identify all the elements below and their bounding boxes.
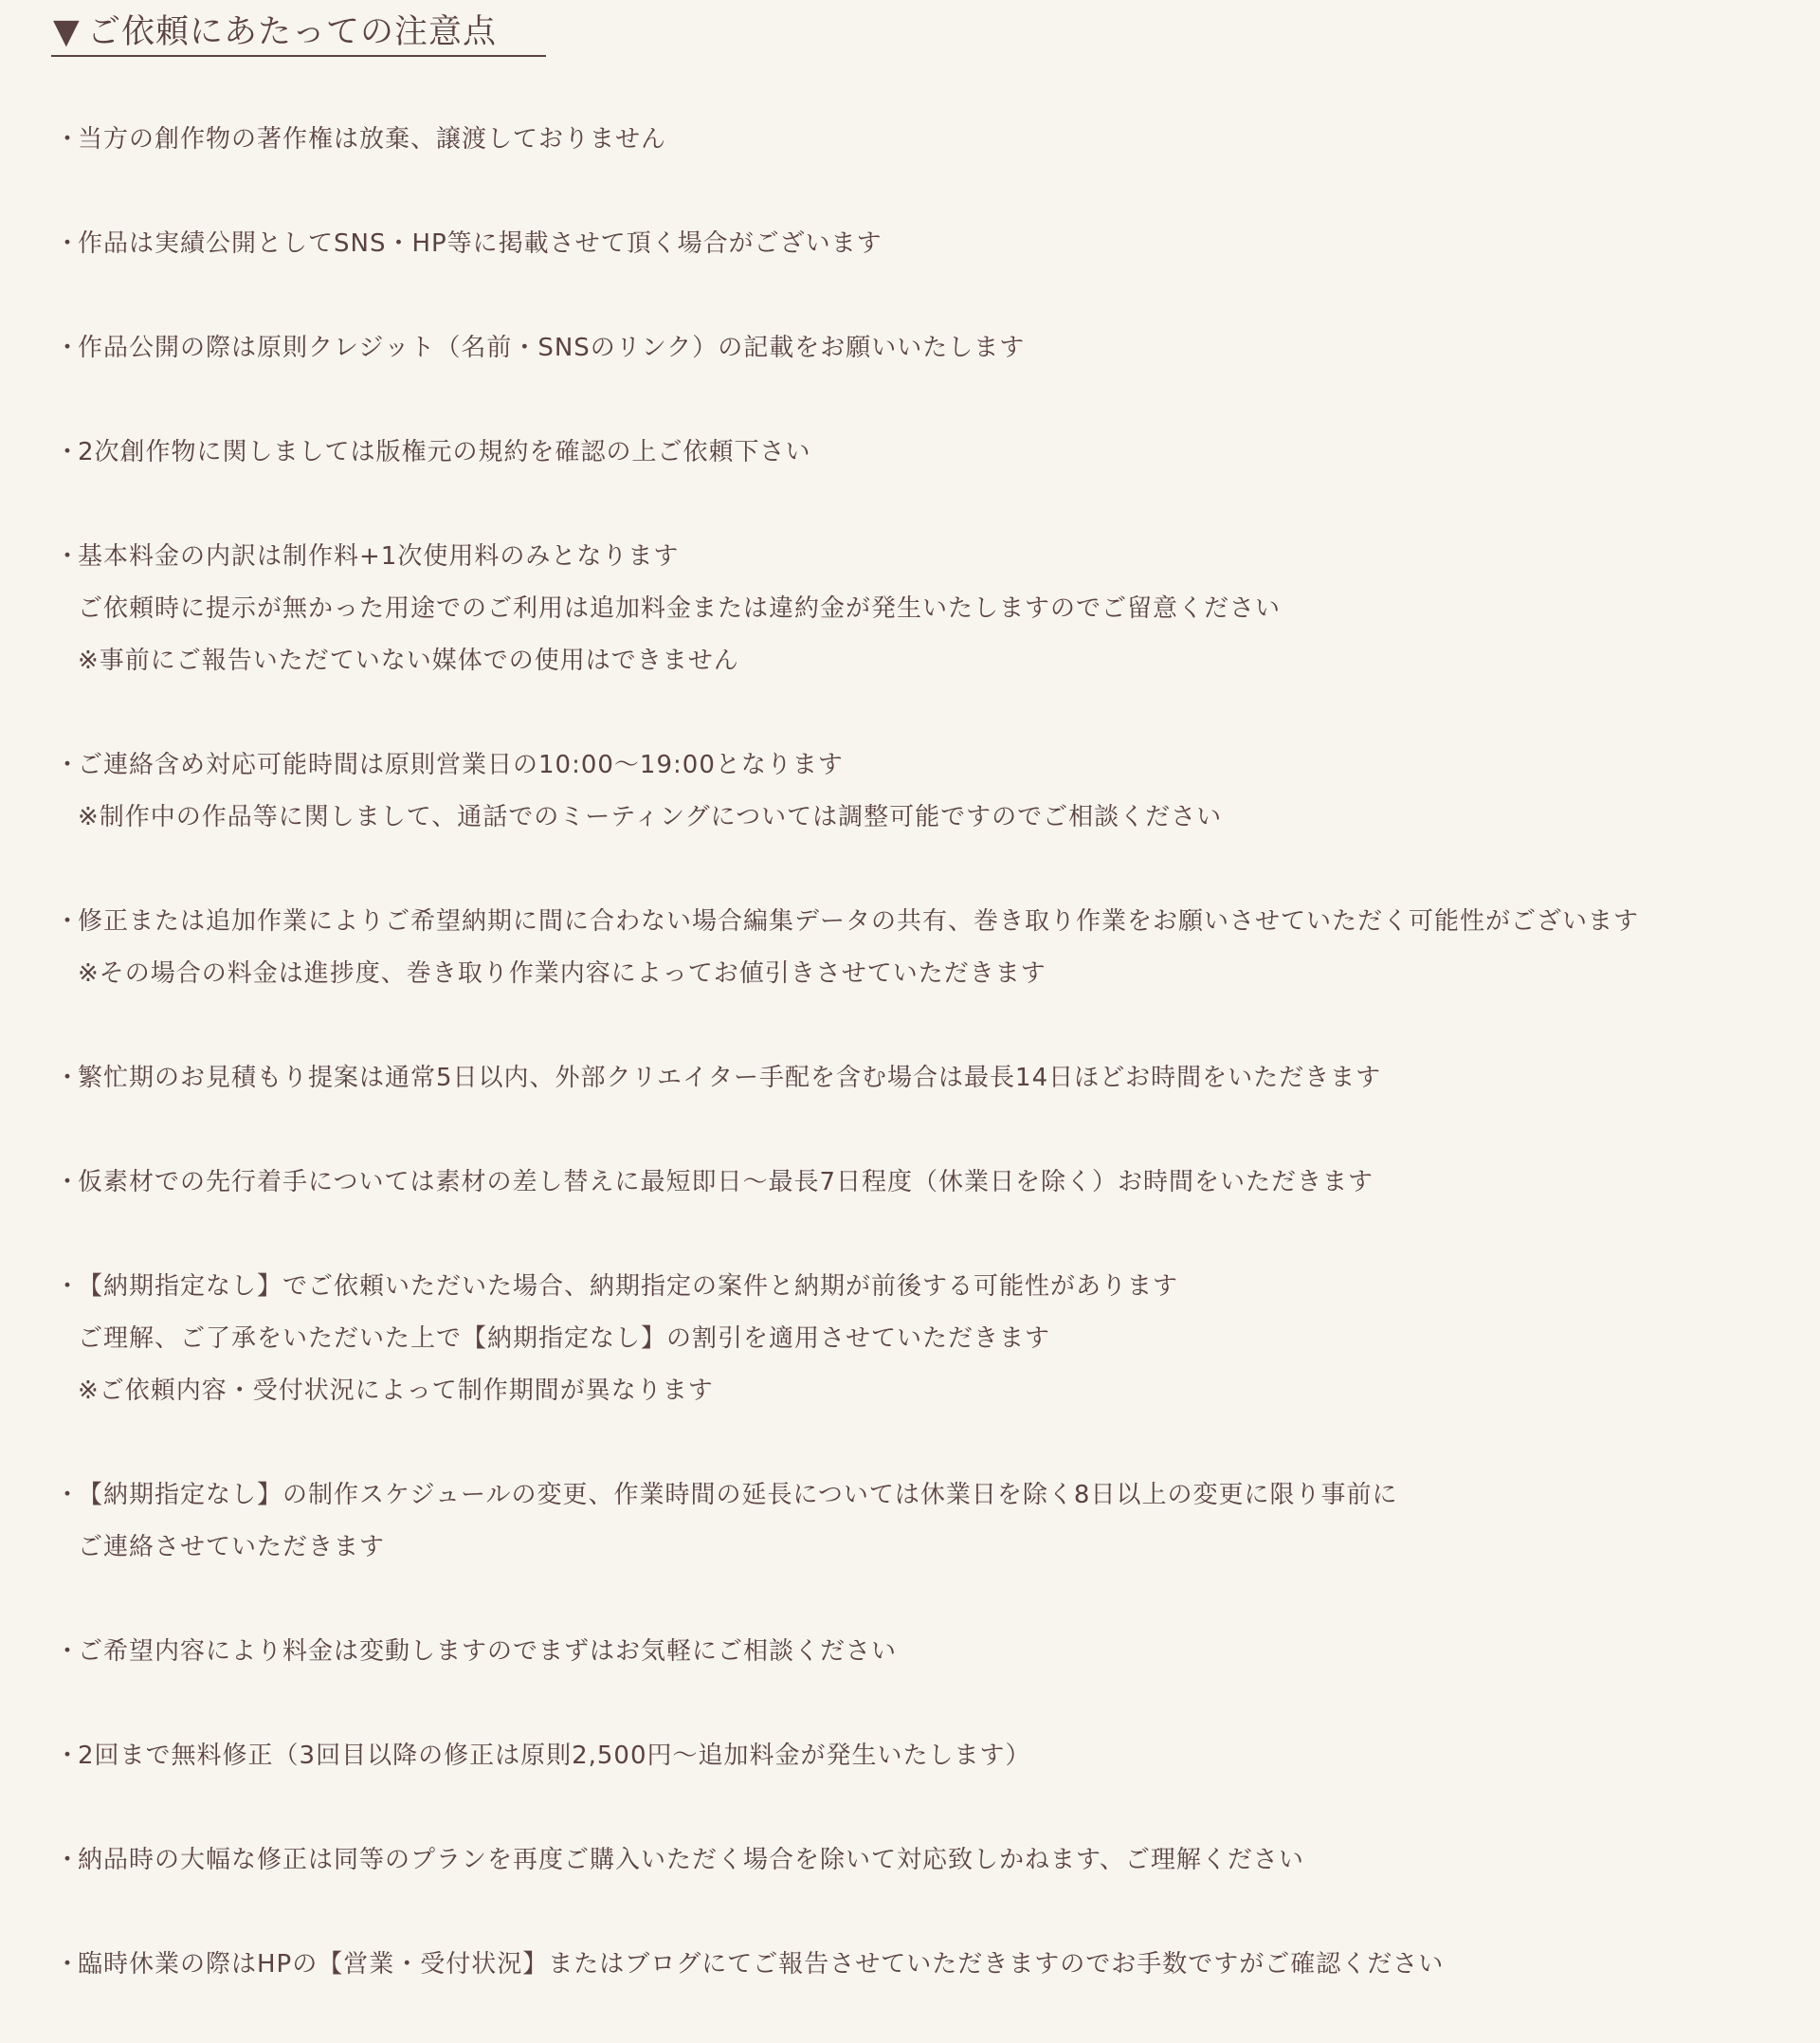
note-item bbox=[55, 1157, 1799, 1209]
bullet-dot: ・ bbox=[55, 1846, 81, 1874]
note-text: 臨時休業の際はHPの【営業・受付状況】またはブログにてご報告させていただきますのでお手数ですがご確認ください bbox=[78, 1950, 1445, 1979]
bullet-dot: ・ bbox=[55, 229, 81, 258]
note-item bbox=[55, 1626, 1799, 1678]
note-text: 【納期指定なし】でご依頼いただいた場合、納期指定の案件と納期が前後する可能性があります bbox=[78, 1272, 1179, 1301]
note-text: 仮素材での先行着手については素材の差し替えに最短即日～最長7日程度（休業日を除く）お時間をいただきます bbox=[78, 1168, 1374, 1196]
note-item bbox=[55, 1834, 1799, 1887]
note-text: 納品時の大幅な修正は同等のプランを再度ご購入いただく場合を除いて対応致しかねます、ご理解ください bbox=[78, 1846, 1304, 1874]
note-text-continued: ご依頼時に提示が無かった用途でのご利用は追加料金または違約金が発生いたしますのでご留意ください bbox=[78, 594, 1282, 623]
bullet-dot: ・ bbox=[55, 907, 81, 936]
note-item bbox=[55, 427, 1799, 479]
bullet-dot: ・ bbox=[55, 1064, 81, 1092]
note-text: 当方の創作物の著作権は放棄、譲渡しておりません bbox=[78, 125, 667, 154]
note-text: 繁忙期のお見積もり提案は通常5日以内、外部クリエイター手配を含む場合は最長14日ほどお時間をいただきます bbox=[78, 1064, 1382, 1092]
note-item bbox=[55, 1261, 1799, 1417]
note-item bbox=[55, 531, 1799, 687]
triangle-down-icon: ▼ bbox=[53, 12, 80, 51]
bullet-dot: ・ bbox=[55, 751, 81, 779]
bullet-dot: ・ bbox=[55, 1950, 81, 1979]
note-item bbox=[55, 322, 1799, 374]
section-title: ご依頼にあたっての注意点 bbox=[87, 13, 498, 51]
note-item bbox=[55, 218, 1799, 270]
bullet-dot: ・ bbox=[55, 1168, 81, 1196]
note-text-continued: ※ご依頼内容・受付状況によって制作期間が異なります bbox=[78, 1377, 714, 1405]
bullet-dot: ・ bbox=[55, 1742, 81, 1770]
bullet-dot: ・ bbox=[55, 542, 81, 571]
note-text-continued: ※制作中の作品等に関しまして、通話でのミーティングについては調整可能ですのでご相談ください bbox=[78, 803, 1223, 831]
bullet-dot: ・ bbox=[55, 1481, 81, 1509]
note-item bbox=[55, 896, 1799, 1000]
note-item bbox=[55, 1469, 1799, 1574]
bullet-dot: ・ bbox=[55, 125, 81, 154]
section-heading bbox=[51, 8, 546, 57]
note-text: 修正または追加作業によりご希望納期に間に合わない場合編集データの共有、巻き取り作業をお願いさせていただく可能性がございます bbox=[78, 907, 1640, 936]
bullet-dot: ・ bbox=[55, 1272, 81, 1301]
note-text: 2回まで無料修正（3回目以降の修正は原則2,500円～追加料金が発生いたします） bbox=[78, 1742, 1031, 1770]
note-text: ご希望内容により料金は変動しますのでまずはお気軽にご相談ください bbox=[78, 1637, 898, 1666]
note-item bbox=[55, 739, 1799, 844]
note-text: 作品は実績公開としてSNS・HP等に掲載させて頂く場合がございます bbox=[78, 229, 883, 258]
note-text: 基本料金の内訳は制作料+1次使用料のみとなります bbox=[78, 542, 680, 571]
note-text-continued: ※その場合の料金は進捗度、巻き取り作業内容によってお値引きさせていただきます bbox=[78, 959, 1046, 988]
note-text-continued: ご連絡させていただきます bbox=[78, 1533, 386, 1561]
bullet-dot: ・ bbox=[55, 438, 81, 466]
note-item bbox=[55, 114, 1799, 166]
note-item bbox=[55, 1730, 1799, 1782]
note-text: 【納期指定なし】の制作スケジュールの変更、作業時間の延長については休業日を除く8日以上の変更に限り事前に bbox=[78, 1481, 1398, 1509]
note-text-continued: ※事前にご報告いただていない媒体での使用はできません bbox=[78, 647, 739, 675]
notes-list bbox=[55, 114, 1799, 2043]
note-text: ご連絡含め対応可能時間は原則営業日の10:00～19:00となります bbox=[78, 751, 844, 779]
note-text: 作品公開の際は原則クレジット（名前・SNSのリンク）の記載をお願いいたします bbox=[78, 334, 1026, 362]
note-text: 2次創作物に関しましては版権元の規約を確認の上ご依頼下さい bbox=[78, 438, 811, 466]
note-text-continued: ご理解、ご了承をいただいた上で【納期指定なし】の割引を適用させていただきます bbox=[78, 1324, 1051, 1353]
bullet-dot: ・ bbox=[55, 1637, 81, 1666]
note-item bbox=[55, 1939, 1799, 1991]
note-item bbox=[55, 1052, 1799, 1104]
bullet-dot: ・ bbox=[55, 334, 81, 362]
